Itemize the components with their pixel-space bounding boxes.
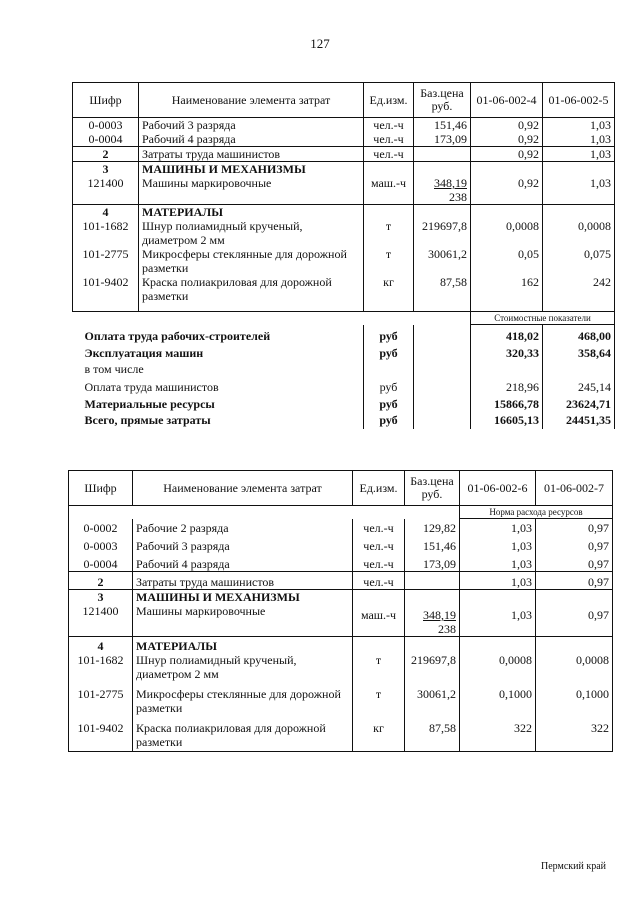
- row-price: 129,82: [405, 519, 460, 536]
- row-code: 0-0004: [73, 132, 139, 147]
- row-value-2: 1,03: [543, 147, 615, 162]
- section-code: 4: [69, 637, 133, 654]
- row-unit: чел.-ч: [364, 132, 414, 147]
- header-col6: 01-06-002-7: [536, 471, 613, 506]
- section-code: 4: [73, 205, 139, 220]
- row-value-2: 0,1000: [536, 681, 613, 715]
- header-unit: Ед.изм.: [353, 471, 405, 506]
- table-row: [73, 247, 615, 275]
- table-row: [73, 132, 615, 147]
- row-price: 30061,2: [414, 247, 471, 275]
- summary-value-2: 358,64: [543, 343, 615, 360]
- row-value-1: 0,92: [471, 132, 543, 147]
- row-name-line2: диаметром 2 мм: [136, 667, 219, 681]
- table-row: [73, 219, 615, 247]
- summary-value-2: 23624,71: [543, 394, 615, 411]
- row-name: Затраты труда машинистов: [133, 572, 353, 590]
- row-value-2: 0,0008: [536, 653, 613, 681]
- row-unit: т: [353, 653, 405, 681]
- row-name-line2: разметки: [136, 735, 183, 749]
- summary-value-1: 16605,13: [471, 411, 543, 429]
- section-title: МАШИНЫ И МЕХАНИЗМЫ: [133, 590, 353, 605]
- row-price: [405, 604, 460, 637]
- section-title: МАТЕРИАЛЫ: [139, 205, 364, 220]
- section-title: МАТЕРИАЛЫ: [133, 637, 353, 654]
- section-header: [69, 590, 613, 605]
- row-code: 0-0003: [69, 535, 133, 553]
- row-code: 101-2775: [73, 247, 139, 275]
- row-value-1: 322: [460, 715, 536, 752]
- row-name-line2: разметки: [136, 701, 183, 715]
- row-value-2: 0,075: [543, 247, 615, 275]
- summary-note: Стоимостные показатели: [471, 312, 615, 325]
- section-header: [73, 162, 615, 177]
- header-col5: 01-06-002-6: [460, 471, 536, 506]
- table-row: [69, 519, 613, 536]
- row-value-1: 0,92: [471, 147, 543, 162]
- row-value-1: 1,03: [460, 572, 536, 590]
- row-unit: чел.-ч: [353, 553, 405, 572]
- row-value-1: 0,0008: [471, 219, 543, 247]
- row-name: [139, 219, 364, 247]
- row-price-secondary: 238: [438, 622, 456, 636]
- table-row: [73, 176, 615, 205]
- row-value-1: 1,03: [460, 535, 536, 553]
- summary-row: [73, 411, 615, 429]
- row-price: 219697,8: [414, 219, 471, 247]
- row-name: [133, 653, 353, 681]
- summary-unit: руб: [364, 343, 414, 360]
- header-base-price-line1: Баз.цена: [410, 474, 454, 488]
- row-name-line1: Шнур полиамидный крученый,: [136, 653, 297, 667]
- row-name-line2: разметки: [142, 289, 189, 303]
- row-price: [414, 147, 471, 162]
- row-code: 101-9402: [73, 275, 139, 303]
- table-row: [73, 118, 615, 133]
- row-code: 0-0004: [69, 553, 133, 572]
- row-code: 0-0002: [69, 519, 133, 536]
- summary-value-1: 15866,78: [471, 394, 543, 411]
- row-code: 101-1682: [73, 219, 139, 247]
- row-price-main: 348,19: [423, 608, 456, 622]
- row-value-2: 1,03: [543, 176, 615, 205]
- row-value-2: 0,97: [536, 519, 613, 536]
- summary-row: [73, 376, 615, 394]
- section-header: [73, 205, 615, 220]
- norm-note-row: [69, 506, 613, 519]
- row-unit: чел.-ч: [353, 519, 405, 536]
- header-col6: 01-06-002-5: [543, 83, 615, 118]
- row-price: 151,46: [405, 535, 460, 553]
- summary-value-2: 245,14: [543, 376, 615, 394]
- table-header: [69, 471, 613, 506]
- row-price-secondary: 238: [449, 190, 467, 204]
- row-value-2: 242: [543, 275, 615, 303]
- row-code: 121400: [73, 176, 139, 205]
- row-name-line2: диаметром 2 мм: [142, 233, 225, 247]
- summary-label: Материальные ресурсы: [84, 397, 215, 411]
- table-row: [73, 147, 615, 162]
- row-name-line1: Краска полиакриловая для дорожной: [142, 275, 332, 289]
- row-unit: т: [364, 247, 414, 275]
- section-code: 3: [73, 162, 139, 177]
- row-unit: т: [364, 219, 414, 247]
- table-row: [69, 535, 613, 553]
- summary-label: в том числе: [84, 362, 144, 376]
- header-name: Наименование элемента затрат: [133, 471, 353, 506]
- row-name: [139, 275, 364, 303]
- summary-value-1: 320,33: [471, 343, 543, 360]
- header-unit: Ед.изм.: [364, 83, 414, 118]
- summary-note-row: [73, 303, 615, 312]
- table-row: [69, 572, 613, 590]
- table-row: [69, 715, 613, 752]
- row-code: 0-0003: [73, 118, 139, 133]
- row-value-2: 0,97: [536, 553, 613, 572]
- row-value-1: 1,03: [460, 519, 536, 536]
- row-code: 101-1682: [69, 653, 133, 681]
- row-name-line1: Шнур полиамидный крученый,: [142, 219, 303, 233]
- summary-label: Эксплуатация машин: [84, 346, 204, 360]
- row-name: [133, 681, 353, 715]
- row-name-line1: Краска полиакриловая для дорожной: [136, 721, 326, 735]
- row-value-1: 0,0008: [460, 653, 536, 681]
- summary-row: [73, 325, 615, 344]
- row-name-line1: Микросферы стеклянные для дорожной: [136, 687, 341, 701]
- row-unit: маш.-ч: [364, 176, 414, 205]
- row-unit: маш.-ч: [353, 604, 405, 637]
- section-header: [69, 637, 613, 654]
- resource-table-1: [72, 82, 615, 429]
- row-price: 87,58: [405, 715, 460, 752]
- row-name: Рабочий 4 разряда: [133, 553, 353, 572]
- row-price: 219697,8: [405, 653, 460, 681]
- resource-table-2: [68, 470, 613, 752]
- header-base-price-line1: Баз.цена: [420, 86, 464, 100]
- footer-region: Пермский край: [541, 861, 606, 872]
- row-unit: чел.-ч: [364, 147, 414, 162]
- row-name-line2: разметки: [142, 261, 189, 275]
- header-name: Наименование элемента затрат: [139, 83, 364, 118]
- table-row: [69, 553, 613, 572]
- row-unit: чел.-ч: [353, 535, 405, 553]
- row-value-2: 1,03: [543, 132, 615, 147]
- header-base-price-line2: руб.: [431, 99, 453, 113]
- table-row: [69, 653, 613, 681]
- row-unit: чел.-ч: [364, 118, 414, 133]
- section-code: 3: [69, 590, 133, 605]
- summary-unit: руб: [364, 376, 414, 394]
- row-value-2: 0,0008: [543, 219, 615, 247]
- row-value-1: 162: [471, 275, 543, 303]
- norm-note: Норма расхода ресурсов: [460, 506, 613, 519]
- row-price: 173,09: [414, 132, 471, 147]
- row-value-2: 0,97: [536, 535, 613, 553]
- row-value-2: 0,97: [536, 604, 613, 637]
- row-price: 30061,2: [405, 681, 460, 715]
- summary-unit: руб: [364, 411, 414, 429]
- summary-label: Оплата труда рабочих-строителей: [84, 328, 271, 343]
- summary-label: Оплата труда машинистов: [84, 380, 219, 394]
- row-name-line1: Микросферы стеклянные для дорожной: [142, 247, 347, 261]
- header-code: Шифр: [69, 471, 133, 506]
- header-base-price: [405, 471, 460, 506]
- summary-row: [73, 360, 615, 376]
- row-name: Машины маркировочные: [133, 604, 353, 637]
- row-name: [133, 715, 353, 752]
- header-base-price-line2: руб.: [421, 487, 443, 501]
- table-header: [73, 83, 615, 118]
- row-name: Рабочий 3 разряда: [133, 535, 353, 553]
- row-unit: чел.-ч: [353, 572, 405, 590]
- summary-row: [73, 394, 615, 411]
- summary-unit: руб: [364, 394, 414, 411]
- row-unit: кг: [364, 275, 414, 303]
- row-code: 101-9402: [69, 715, 133, 752]
- row-name: Рабочий 4 разряда: [139, 132, 364, 147]
- row-value-1: 0,92: [471, 176, 543, 205]
- row-code: 2: [69, 572, 133, 590]
- summary-value-2: 24451,35: [543, 411, 615, 429]
- page-number: 127: [310, 36, 330, 51]
- table-row: [69, 604, 613, 637]
- row-price-main: 348,19: [434, 176, 467, 190]
- row-name: Затраты труда машинистов: [139, 147, 364, 162]
- row-price: 87,58: [414, 275, 471, 303]
- row-price: 151,46: [414, 118, 471, 133]
- row-code: 121400: [69, 604, 133, 637]
- row-name: [139, 247, 364, 275]
- row-price: [414, 176, 471, 205]
- row-value-2: 0,97: [536, 572, 613, 590]
- section-title: МАШИНЫ И МЕХАНИЗМЫ: [139, 162, 364, 177]
- row-value-1: 0,92: [471, 118, 543, 133]
- header-code: Шифр: [73, 83, 139, 118]
- row-value-1: 0,1000: [460, 681, 536, 715]
- row-name: Рабочий 3 разряда: [139, 118, 364, 133]
- row-price: 173,09: [405, 553, 460, 572]
- row-value-2: 1,03: [543, 118, 615, 133]
- header-base-price: [414, 83, 471, 118]
- header-col5: 01-06-002-4: [471, 83, 543, 118]
- summary-value-1: 418,02: [471, 325, 543, 344]
- table-row: [73, 275, 615, 303]
- row-name: Рабочие 2 разряда: [133, 519, 353, 536]
- row-code: 2: [73, 147, 139, 162]
- row-code: 101-2775: [69, 681, 133, 715]
- summary-value-1: 218,96: [471, 376, 543, 394]
- row-name: Машины маркировочные: [139, 176, 364, 205]
- summary-label: Всего, прямые затраты: [84, 413, 211, 427]
- row-unit: кг: [353, 715, 405, 752]
- table-row: [69, 681, 613, 715]
- summary-value-2: 468,00: [543, 325, 615, 344]
- row-value-1: 0,05: [471, 247, 543, 275]
- summary-note-row: [73, 312, 615, 325]
- row-value-1: 1,03: [460, 604, 536, 637]
- summary-row: [73, 343, 615, 360]
- row-value-2: 322: [536, 715, 613, 752]
- row-unit: т: [353, 681, 405, 715]
- row-price: [405, 572, 460, 590]
- summary-unit: руб: [364, 325, 414, 344]
- row-value-1: 1,03: [460, 553, 536, 572]
